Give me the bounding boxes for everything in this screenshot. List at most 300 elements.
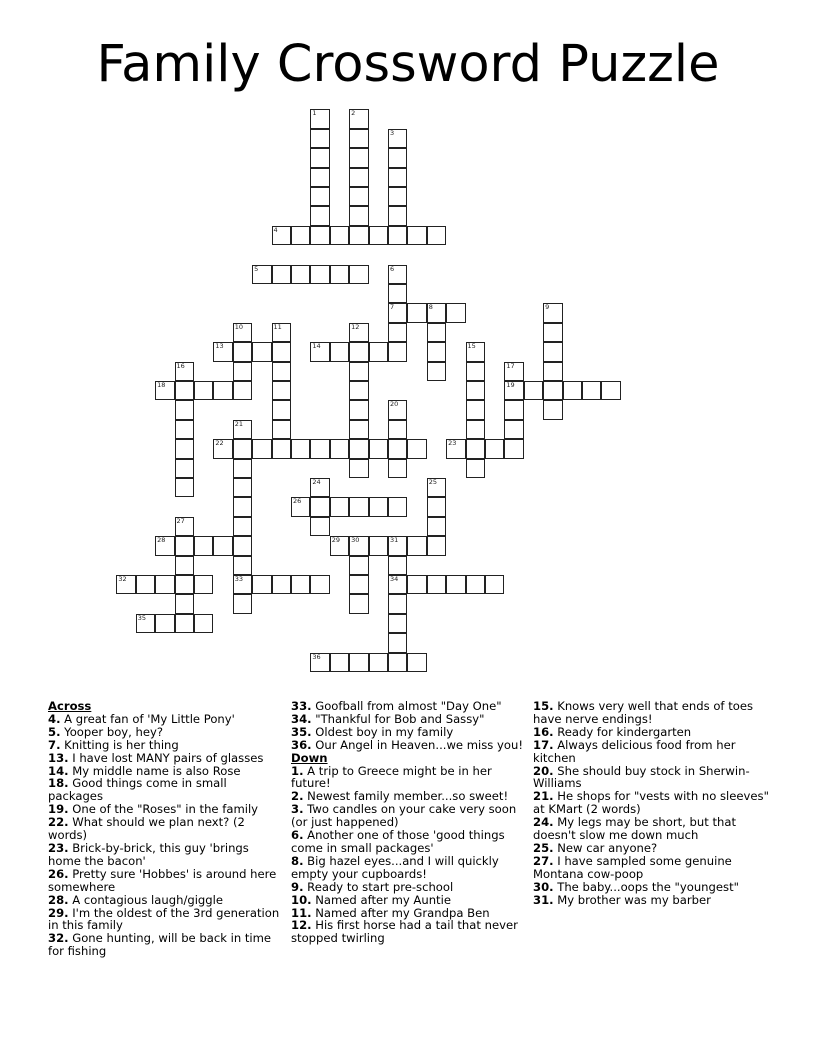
clue-number: 9 xyxy=(545,303,550,312)
grid-cell[interactable] xyxy=(213,536,232,555)
clue-number: 26 xyxy=(292,497,302,506)
grid-cell[interactable] xyxy=(388,575,407,594)
grid-cell[interactable] xyxy=(175,381,194,400)
grid-cell[interactable] xyxy=(136,575,155,594)
clue-number: 21. xyxy=(533,789,554,804)
grid-cell[interactable] xyxy=(349,653,368,672)
clue-number: 14. xyxy=(48,763,69,778)
grid-cell[interactable] xyxy=(194,381,213,400)
grid-cell[interactable] xyxy=(310,168,329,187)
grid-cell[interactable] xyxy=(272,226,291,245)
grid-cell[interactable] xyxy=(310,265,329,284)
clue-number: 13 xyxy=(215,342,224,351)
clue-number: 30 xyxy=(351,536,360,545)
grid-cell[interactable] xyxy=(349,575,368,594)
across-clue-list xyxy=(48,713,283,958)
grid-cell[interactable] xyxy=(233,497,252,516)
grid-cell[interactable] xyxy=(407,303,426,322)
grid-cell[interactable] xyxy=(504,420,523,439)
clue-number: 1 xyxy=(312,109,317,118)
grid-cell[interactable] xyxy=(388,129,407,148)
grid-cell[interactable] xyxy=(427,342,446,361)
grid-cell[interactable] xyxy=(233,342,252,361)
clue-number: 22 xyxy=(215,439,224,448)
clue-number: 4 xyxy=(273,225,278,234)
clue-number: 20 xyxy=(389,400,399,409)
grid-cell[interactable] xyxy=(272,265,291,284)
clue-text: A great fan of 'My Little Pony' xyxy=(60,711,235,726)
down-clue xyxy=(291,829,526,855)
grid-cell[interactable] xyxy=(349,459,368,478)
grid-cell[interactable] xyxy=(466,575,485,594)
grid-cell[interactable] xyxy=(582,381,601,400)
grid-cell[interactable] xyxy=(388,206,407,225)
grid-cell[interactable] xyxy=(233,517,252,536)
grid-cell[interactable] xyxy=(155,575,174,594)
grid-cell[interactable] xyxy=(388,536,407,555)
clue-number: 21 xyxy=(234,419,244,428)
grid-cell[interactable] xyxy=(116,575,135,594)
grid-cell[interactable] xyxy=(272,381,291,400)
grid-cell[interactable] xyxy=(175,556,194,575)
clue-text: My brother was my barber xyxy=(553,892,711,907)
clue-number: 9. xyxy=(291,879,304,894)
clue-text: Ready for kindergarten xyxy=(553,724,692,739)
grid-cell[interactable] xyxy=(349,381,368,400)
clue-text: Named after my Grandpa Ben xyxy=(311,905,490,920)
down-clue xyxy=(291,855,526,881)
across-clue xyxy=(48,907,283,933)
down-clue xyxy=(533,790,773,816)
clue-number: 7. xyxy=(48,737,61,752)
clue-number: 24. xyxy=(533,815,554,830)
clue-number: 11 xyxy=(273,322,282,331)
grid-cell[interactable] xyxy=(349,556,368,575)
grid-cell[interactable] xyxy=(310,148,329,167)
grid-cell[interactable] xyxy=(272,342,291,361)
grid-cell[interactable] xyxy=(272,420,291,439)
grid-cell[interactable] xyxy=(369,342,388,361)
grid-cell[interactable] xyxy=(349,187,368,206)
grid-cell[interactable] xyxy=(349,536,368,555)
clue-number: 17 xyxy=(506,361,515,370)
grid-cell[interactable] xyxy=(233,381,252,400)
grid-cell[interactable] xyxy=(388,342,407,361)
grid-cell[interactable] xyxy=(310,575,329,594)
clue-number: 14 xyxy=(312,342,321,351)
grid-cell[interactable] xyxy=(310,129,329,148)
grid-cell[interactable] xyxy=(349,148,368,167)
grid-cell[interactable] xyxy=(466,362,485,381)
grid-cell[interactable] xyxy=(291,575,310,594)
clue-number: 12 xyxy=(351,322,360,331)
grid-cell[interactable] xyxy=(504,362,523,381)
down-clue xyxy=(291,765,526,791)
grid-cell[interactable] xyxy=(349,400,368,419)
across-heading: Across xyxy=(48,699,92,713)
grid-cell[interactable] xyxy=(369,653,388,672)
grid-cell[interactable] xyxy=(310,653,329,672)
grid-cell[interactable] xyxy=(233,459,252,478)
grid-cell[interactable] xyxy=(407,226,426,245)
grid-cell[interactable] xyxy=(369,226,388,245)
clue-number: 17. xyxy=(533,737,554,752)
grid-cell[interactable] xyxy=(427,575,446,594)
clue-text: Knitting is her thing xyxy=(60,737,179,752)
grid-cell[interactable] xyxy=(175,439,194,458)
clue-number: 35. xyxy=(291,724,312,739)
grid-cell[interactable] xyxy=(388,420,407,439)
grid-cell[interactable] xyxy=(369,439,388,458)
grid-cell[interactable] xyxy=(233,575,252,594)
grid-cell[interactable] xyxy=(310,439,329,458)
down-clue xyxy=(291,919,526,945)
grid-cell[interactable] xyxy=(310,517,329,536)
grid-cell[interactable] xyxy=(349,265,368,284)
clue-text: Newest family member...so sweet! xyxy=(303,789,509,804)
grid-cell[interactable] xyxy=(310,187,329,206)
grid-cell[interactable] xyxy=(388,439,407,458)
grid-cell[interactable] xyxy=(427,362,446,381)
grid-cell[interactable] xyxy=(446,303,465,322)
clue-text: Yooper boy, hey? xyxy=(60,724,164,739)
grid-cell[interactable] xyxy=(136,614,155,633)
clue-text: What should we plan next? (2 words) xyxy=(48,815,245,843)
grid-cell[interactable] xyxy=(427,536,446,555)
clue-number: 2 xyxy=(351,109,356,118)
grid-cell[interactable] xyxy=(213,439,232,458)
grid-cell[interactable] xyxy=(272,362,291,381)
grid-cell[interactable] xyxy=(349,362,368,381)
grid-cell[interactable] xyxy=(349,420,368,439)
clue-text: He shops for "vests with no sleeves" at KMart (2 words) xyxy=(533,789,769,817)
grid-cell[interactable] xyxy=(233,594,252,613)
grid-cell[interactable] xyxy=(466,381,485,400)
grid-cell[interactable] xyxy=(407,575,426,594)
down-clue-list-continued xyxy=(533,700,773,907)
grid-cell[interactable] xyxy=(349,439,368,458)
clue-number: 29 xyxy=(331,536,341,545)
clue-number: 35 xyxy=(137,613,147,622)
grid-cell[interactable] xyxy=(543,381,562,400)
clue-text: A contagious laugh/giggle xyxy=(68,892,224,907)
grid-cell[interactable] xyxy=(485,439,504,458)
grid-cell[interactable] xyxy=(349,206,368,225)
clue-number: 31 xyxy=(389,536,399,545)
grid-cell[interactable] xyxy=(407,653,426,672)
down-clue xyxy=(291,803,526,829)
clue-number: 32. xyxy=(48,931,69,946)
clue-text: Big hazel eyes...and I will quickly empty your cupboards! xyxy=(291,853,499,881)
grid-cell[interactable] xyxy=(388,497,407,516)
grid-cell[interactable] xyxy=(349,109,368,128)
clue-text: Brick-by-brick, this guy 'brings home the bacon' xyxy=(48,840,249,868)
clue-text: Knows very well that ends of toes have nerve endings! xyxy=(533,699,754,726)
clue-number: 26. xyxy=(48,866,69,881)
grid-cell[interactable] xyxy=(427,303,446,322)
grid-cell[interactable] xyxy=(524,381,543,400)
grid-cell[interactable] xyxy=(543,362,562,381)
clue-number: 36 xyxy=(312,652,321,661)
grid-cell[interactable] xyxy=(388,653,407,672)
grid-cell[interactable] xyxy=(155,536,174,555)
grid-cell[interactable] xyxy=(272,575,291,594)
clue-text: My legs may be short, but that doesn't slow me down much xyxy=(533,815,736,843)
clue-number: 16 xyxy=(176,361,185,370)
grid-cell[interactable] xyxy=(388,633,407,652)
grid-cell[interactable] xyxy=(543,323,562,342)
grid-cell[interactable] xyxy=(388,594,407,613)
clue-number: 6 xyxy=(389,264,395,273)
grid-cell[interactable] xyxy=(504,400,523,419)
clue-text: I have sampled some genuine Montana cow-poop xyxy=(533,853,732,881)
grid-cell[interactable] xyxy=(427,323,446,342)
clue-text: His first horse had a tail that never stopped twirling xyxy=(291,918,518,946)
grid-cell[interactable] xyxy=(252,342,271,361)
grid-cell[interactable] xyxy=(310,226,329,245)
clue-text: Gone hunting, will be back in time for fishing xyxy=(48,931,272,959)
grid-cell[interactable] xyxy=(349,129,368,148)
clue-number: 10. xyxy=(291,892,312,907)
clue-number: 8. xyxy=(291,853,304,868)
clue-number: 15 xyxy=(467,342,476,351)
clue-number: 5 xyxy=(254,264,259,273)
clue-text: Goofball from almost "Day One" xyxy=(311,699,502,713)
grid-cell[interactable] xyxy=(330,439,349,458)
grid-cell[interactable] xyxy=(427,517,446,536)
grid-cell[interactable] xyxy=(466,400,485,419)
grid-cell[interactable] xyxy=(504,381,523,400)
clue-number: 24 xyxy=(312,477,321,486)
clue-number: 19 xyxy=(506,380,515,389)
grid-cell[interactable] xyxy=(388,168,407,187)
grid-cell[interactable] xyxy=(601,381,620,400)
clue-number: 6. xyxy=(291,828,304,843)
across-clue xyxy=(48,842,283,868)
grid-cell[interactable] xyxy=(349,168,368,187)
grid-cell[interactable] xyxy=(330,342,349,361)
grid-cell[interactable] xyxy=(233,556,252,575)
clue-number: 10 xyxy=(234,322,244,331)
across-clue-list-continued xyxy=(291,700,526,752)
clue-number: 2. xyxy=(291,789,304,804)
grid-cell[interactable] xyxy=(175,536,194,555)
grid-cell[interactable] xyxy=(388,303,407,322)
grid-cell[interactable] xyxy=(194,575,213,594)
clue-text: One of the "Roses" in the family xyxy=(68,802,259,817)
grid-cell[interactable] xyxy=(446,575,465,594)
clue-text: Two candles on your cake very soon (or just happened) xyxy=(291,802,517,830)
grid-cell[interactable] xyxy=(291,439,310,458)
clue-text: My middle name is also Rose xyxy=(68,763,241,778)
clue-text: I'm the oldest of the 3rd generation in this family xyxy=(48,905,280,933)
grid-cell[interactable] xyxy=(388,226,407,245)
grid-cell[interactable] xyxy=(330,265,349,284)
grid-cell[interactable] xyxy=(369,497,388,516)
grid-cell[interactable] xyxy=(252,439,271,458)
clue-number: 36. xyxy=(291,737,312,752)
grid-cell[interactable] xyxy=(543,303,562,322)
grid-cell[interactable] xyxy=(175,614,194,633)
grid-cell[interactable] xyxy=(485,575,504,594)
grid-cell[interactable] xyxy=(446,439,465,458)
down-clue xyxy=(533,855,773,881)
clue-number: 34. xyxy=(291,711,312,726)
grid-cell[interactable] xyxy=(310,342,329,361)
clue-number: 13. xyxy=(48,750,69,765)
down-heading: Down xyxy=(291,750,328,765)
grid-cell[interactable] xyxy=(504,439,523,458)
grid-cell[interactable] xyxy=(427,226,446,245)
grid-cell[interactable] xyxy=(349,594,368,613)
clue-number: 28. xyxy=(48,892,69,907)
grid-cell[interactable] xyxy=(349,323,368,342)
grid-cell[interactable] xyxy=(388,614,407,633)
grid-cell[interactable] xyxy=(466,439,485,458)
clue-number: 4. xyxy=(48,711,61,726)
grid-cell[interactable] xyxy=(543,342,562,361)
clue-number: 30. xyxy=(533,879,554,894)
clue-number: 15. xyxy=(533,699,554,713)
clue-number: 23. xyxy=(48,840,69,855)
clue-number: 34 xyxy=(389,574,399,583)
grid-cell[interactable] xyxy=(466,342,485,361)
grid-cell[interactable] xyxy=(194,614,213,633)
grid-cell[interactable] xyxy=(427,497,446,516)
down-clue xyxy=(533,765,773,791)
down-clue xyxy=(533,700,773,726)
clue-number: 18. xyxy=(48,776,69,791)
grid-cell[interactable] xyxy=(155,614,174,633)
grid-cell[interactable] xyxy=(155,381,174,400)
clue-number: 23 xyxy=(448,439,457,448)
grid-cell[interactable] xyxy=(272,323,291,342)
grid-cell[interactable] xyxy=(310,497,329,516)
clue-text: I have lost MANY pairs of glasses xyxy=(68,750,264,765)
grid-cell[interactable] xyxy=(291,497,310,516)
grid-cell[interactable] xyxy=(213,342,232,361)
clues-column-1 xyxy=(48,700,283,958)
clue-number: 5. xyxy=(48,724,61,739)
grid-cell[interactable] xyxy=(407,536,426,555)
grid-cell[interactable] xyxy=(272,400,291,419)
clue-number: 22. xyxy=(48,815,69,830)
clues-column-3 xyxy=(533,700,773,907)
grid-cell[interactable] xyxy=(330,536,349,555)
grid-cell[interactable] xyxy=(388,400,407,419)
grid-cell[interactable] xyxy=(388,148,407,167)
grid-cell[interactable] xyxy=(388,459,407,478)
grid-cell[interactable] xyxy=(291,226,310,245)
clue-number: 28 xyxy=(157,536,166,545)
clue-number: 3 xyxy=(389,128,395,137)
grid-cell[interactable] xyxy=(543,400,562,419)
clue-text: Always delicious food from her kitchen xyxy=(533,737,736,765)
grid-cell[interactable] xyxy=(349,497,368,516)
page-title: Family Crossword Puzzle xyxy=(96,35,720,94)
clue-text: She should buy stock in Sherwin-Williams xyxy=(533,763,750,791)
grid-cell[interactable] xyxy=(233,323,252,342)
clue-number: 27 xyxy=(176,516,185,525)
grid-cell[interactable] xyxy=(213,381,232,400)
down-clue xyxy=(533,816,773,842)
clue-text: Ready to start pre-school xyxy=(303,879,454,894)
grid-cell[interactable] xyxy=(466,420,485,439)
grid-cell[interactable] xyxy=(330,497,349,516)
clue-text: New car anyone? xyxy=(553,840,658,855)
clue-number: 33 xyxy=(234,574,244,583)
grid-cell[interactable] xyxy=(349,342,368,361)
clue-number: 19. xyxy=(48,802,69,817)
grid-cell[interactable] xyxy=(233,439,252,458)
grid-cell[interactable] xyxy=(388,323,407,342)
grid-cell[interactable] xyxy=(175,594,194,613)
down-clue-list xyxy=(291,765,526,946)
clues-column-2 xyxy=(291,700,526,945)
grid-cell[interactable] xyxy=(175,478,194,497)
clue-number: 32 xyxy=(118,574,127,583)
grid-cell[interactable] xyxy=(291,265,310,284)
clue-text: Oldest boy in my family xyxy=(311,724,454,739)
clue-text: Our Angel in Heaven...we miss you! xyxy=(311,737,523,752)
clue-number: 31. xyxy=(533,892,554,907)
clue-number: 27. xyxy=(533,853,554,868)
grid-cell[interactable] xyxy=(175,575,194,594)
grid-cell[interactable] xyxy=(175,459,194,478)
across-clue xyxy=(48,868,283,894)
grid-cell[interactable] xyxy=(233,536,252,555)
clue-text: The baby...oops the "youngest" xyxy=(553,879,739,894)
grid-cell[interactable] xyxy=(349,226,368,245)
grid-cell[interactable] xyxy=(388,556,407,575)
grid-cell[interactable] xyxy=(388,187,407,206)
grid-cell[interactable] xyxy=(330,226,349,245)
grid-cell[interactable] xyxy=(310,109,329,128)
clue-number: 8 xyxy=(428,303,433,312)
grid-cell[interactable] xyxy=(233,478,252,497)
clue-number: 3. xyxy=(291,802,304,817)
grid-cell[interactable] xyxy=(330,653,349,672)
grid-cell[interactable] xyxy=(175,517,194,536)
clue-text: Good things come in small packages xyxy=(48,776,227,804)
grid-cell[interactable] xyxy=(310,478,329,497)
grid-cell[interactable] xyxy=(272,439,291,458)
clue-number: 7 xyxy=(389,303,395,312)
grid-cell[interactable] xyxy=(252,265,271,284)
grid-cell[interactable] xyxy=(233,420,252,439)
clue-number: 1. xyxy=(291,763,304,778)
grid-cell[interactable] xyxy=(388,265,407,284)
grid-cell[interactable] xyxy=(175,400,194,419)
clue-number: 12. xyxy=(291,918,312,933)
clue-number: 29. xyxy=(48,905,69,920)
grid-cell[interactable] xyxy=(194,536,213,555)
grid-cell[interactable] xyxy=(369,536,388,555)
clue-text: "Thankful for Bob and Sassy" xyxy=(311,711,485,726)
grid-cell[interactable] xyxy=(233,362,252,381)
grid-cell[interactable] xyxy=(252,575,271,594)
grid-cell[interactable] xyxy=(388,284,407,303)
grid-cell[interactable] xyxy=(175,362,194,381)
clue-number: 18 xyxy=(157,380,166,389)
grid-cell[interactable] xyxy=(427,478,446,497)
grid-cell[interactable] xyxy=(175,420,194,439)
grid-cell[interactable] xyxy=(310,206,329,225)
grid-cell[interactable] xyxy=(407,439,426,458)
grid-cell[interactable] xyxy=(563,381,582,400)
grid-cell[interactable] xyxy=(466,459,485,478)
clue-text: Named after my Auntie xyxy=(311,892,451,907)
